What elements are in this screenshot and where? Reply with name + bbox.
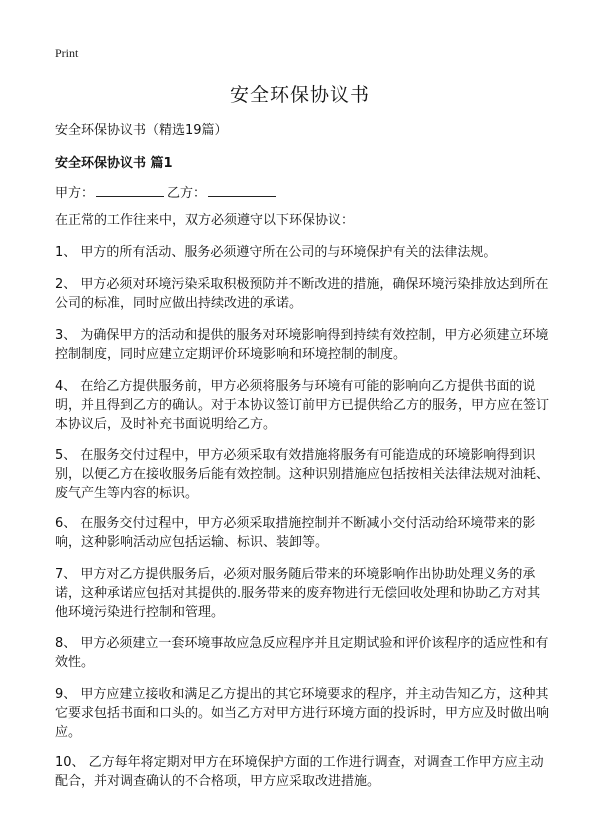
clause-4: 4、 在给乙方提供服务前，甲方必须将服务与环境有可能的影响向乙方提供书面的说明，并且得到乙方的确认。对于本协议签订前甲方已提供给乙方的服务，甲方应在签订本协议后，及时补充书面说明给乙方。 (55, 379, 550, 432)
party-a-blank (96, 184, 164, 197)
party-b-label: 乙方： (167, 186, 207, 201)
clause-7: 7、 甲方对乙方提供服务后，必须对服务随后带来的环境影响作出协助处理义务的承诺，这种承诺应包括对其提供的.服务带来的废弃物进行无偿回收处理和协助乙方对其他环境污染进行控制和管理。 (55, 567, 541, 620)
intro-paragraph: 在正常的工作往来中，双方必须遵守以下环保协议： (55, 213, 355, 228)
clause-1: 1、 甲方的所有活动、服务必须遵守所在公司的与环境保护有关的法律法规。 (55, 245, 497, 260)
party-a-label: 甲方： (55, 186, 95, 201)
clause-3: 3、 为确保甲方的活动和提供的服务对环境影响得到持续有效控制，甲方必须建立环境控制制度，同时应建立定期评价环境影响和环境控制的制度。 (55, 328, 549, 362)
clause-5: 5、 在服务交付过程中，甲方必须采取有效措施将服务有可能造成的环境影响得到识别，以便乙方在接收服务后能有效控制。这种识别措施应包括按相关法律法规对油耗、废气产生等内容的标识。 (55, 448, 550, 501)
parties-line (55, 182, 279, 201)
print-label: Print (55, 46, 79, 60)
document-title: 安全环保协议书 (229, 84, 370, 106)
clause-8: 8、 甲方必须建立一套环境事故应急反应程序并且定期试验和评价该程序的适应性和有效性。 (55, 636, 549, 670)
clause-6: 6、 在服务交付过程中，甲方必须采取措施控制并不断减小交付活动给环境带来的影响，这种影响活动应包括运输、标识、装卸等。 (55, 516, 536, 550)
clause-2: 2、 甲方必须对环境污染采取积极预防并不断改进的措施，确保环境污染排放达到所在公司的标准，同时应做出持续改进的承诺。 (55, 277, 549, 311)
clause-9: 9、 甲方应建立接收和满足乙方提出的其它环境要求的程序，并主动告知乙方，这种其它要求包括书面和口头的。如当乙方对甲方进行环境方面的投诉时，甲方应及时做出响应。 (55, 687, 550, 740)
document-subtitle: 安全环保协议书（精选19篇） (55, 123, 228, 138)
section-heading: 安全环保协议书 篇1 (55, 156, 173, 171)
party-b-blank (208, 184, 276, 197)
clause-10: 10、 乙方每年将定期对甲方在环境保护方面的工作进行调查，对调查工作甲方应主动配合，并对调查确认的不合格项，甲方应采取改进措施。 (55, 755, 544, 789)
